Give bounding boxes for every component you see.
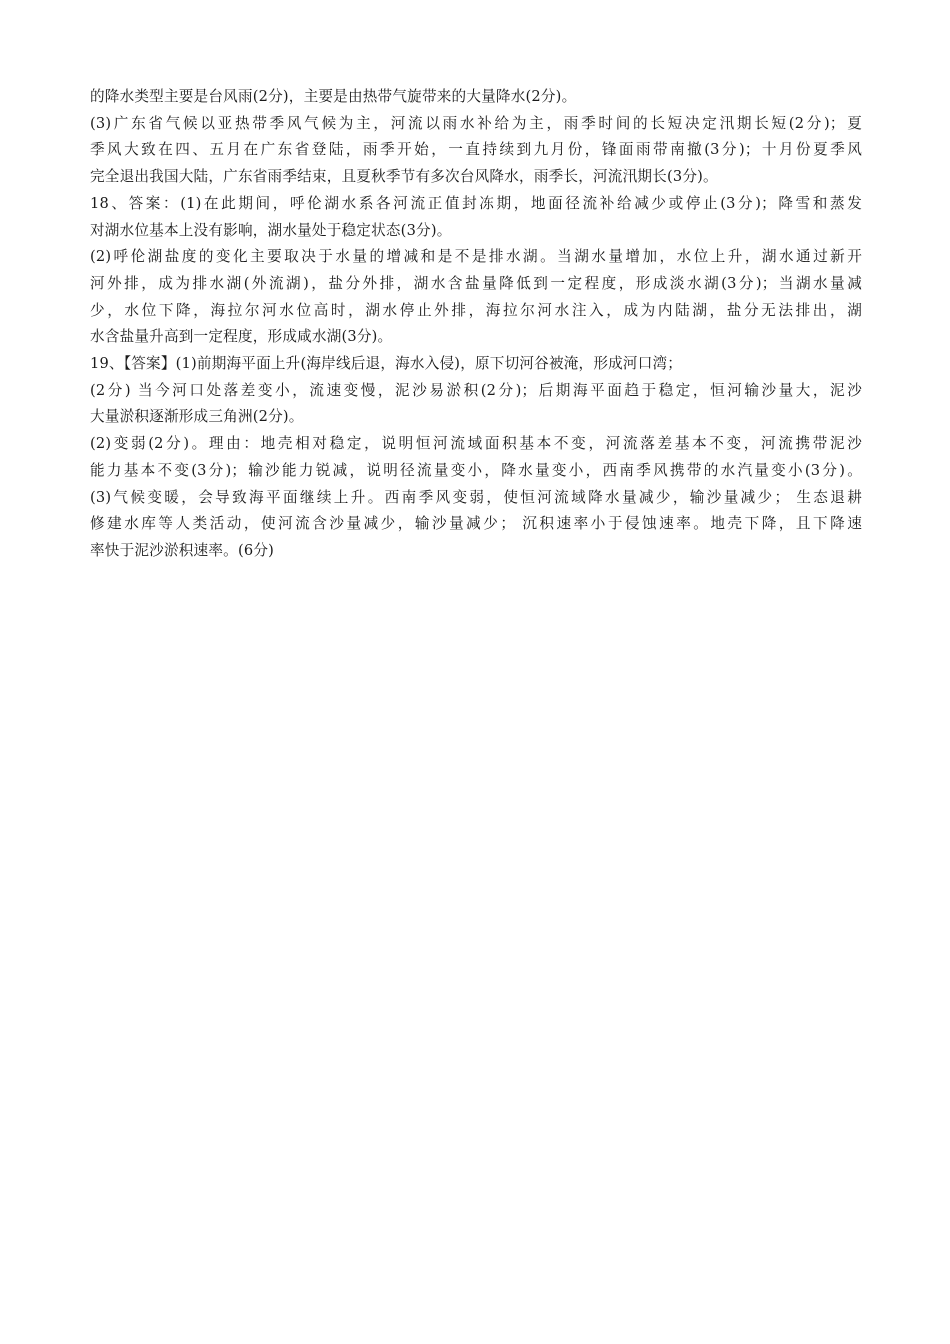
- text-line-13: 大量淤积逐渐形成三角洲(2分)。: [90, 408, 304, 426]
- text-line-8: 河外排，成为排水湖(外流湖)，盐分外排，湖水含盐量降低到一定程度，形成淡水湖(3分)；当湖水量减: [90, 274, 862, 292]
- text-line-11: 19、【答案】(1)前期海平面上升(海岸线后退，海水入侵)，原下切河谷被淹，形成河口湾；: [90, 355, 683, 373]
- answer-text-body: [90, 84, 862, 565]
- text-line-2: (3)广东省气候以亚热带季风气候为主，河流以雨水补给为主，雨季时间的长短决定汛期长短(2分)；夏: [90, 114, 862, 132]
- text-line-7: (2)呼伦湖盐度的变化主要取决于水量的增减和是不是排水湖。当湖水量增加，水位上升，湖水通过新开: [90, 248, 862, 266]
- text-line-16: (3)气候变暖，会导致海平面继续上升。西南季风变弱，使恒河流域降水量减少，输沙量减少； 生态退耕: [90, 488, 862, 506]
- text-line-12: (2分) 当今河口处落差变小，流速变慢，泥沙易淤积(2分)；后期海平面趋于稳定，恒河输沙量大，泥沙: [90, 381, 862, 399]
- text-line-15: 能力基本不变(3分)；输沙能力锐减，说明径流量变小，降水量变小，西南季风携带的水汽量变小(3分)。: [90, 461, 862, 479]
- text-line-10: 水含盐量升高到一定程度，形成咸水湖(3分)。: [90, 328, 393, 346]
- text-line-3: 季风大致在四、五月在广东省登陆，雨季开始，一直持续到九月份，锋面雨带南撤(3分)；十月份夏季风: [90, 141, 862, 159]
- text-line-6: 对湖水位基本上没有影响，湖水量处于稳定状态(3分)。: [90, 221, 452, 239]
- text-line-1: 的降水类型主要是台风雨(2分)，主要是由热带气旋带来的大量降水(2分)。: [90, 88, 577, 105]
- text-line-5: 18、答案：(1)在此期间，呼伦湖水系各河流正值封冻期，地面径流补给减少或停止(3分)；降雪和蒸发: [90, 194, 862, 212]
- text-line-14: (2)变弱(2分)。理由：地壳相对稳定，说明恒河流域面积基本不变，河流落差基本不变，河流携带泥沙: [90, 435, 862, 453]
- text-line-17: 修建水库等人类活动，使河流含沙量减少，输沙量减少； 沉积速率小于侵蚀速率。地壳下降，且下降速: [90, 515, 862, 533]
- text-line-18: 率快于泥沙淤积速率。(6分): [90, 541, 275, 559]
- text-line-9: 少，水位下降，海拉尔河水位高时，湖水停止外排，海拉尔河水注入，成为内陆湖，盐分无法排出，湖: [90, 301, 862, 319]
- text-line-4: 完全退出我国大陆，广东省雨季结束，且夏秋季节有多次台风降水，雨季长，河流汛期长(3分)。: [90, 168, 718, 186]
